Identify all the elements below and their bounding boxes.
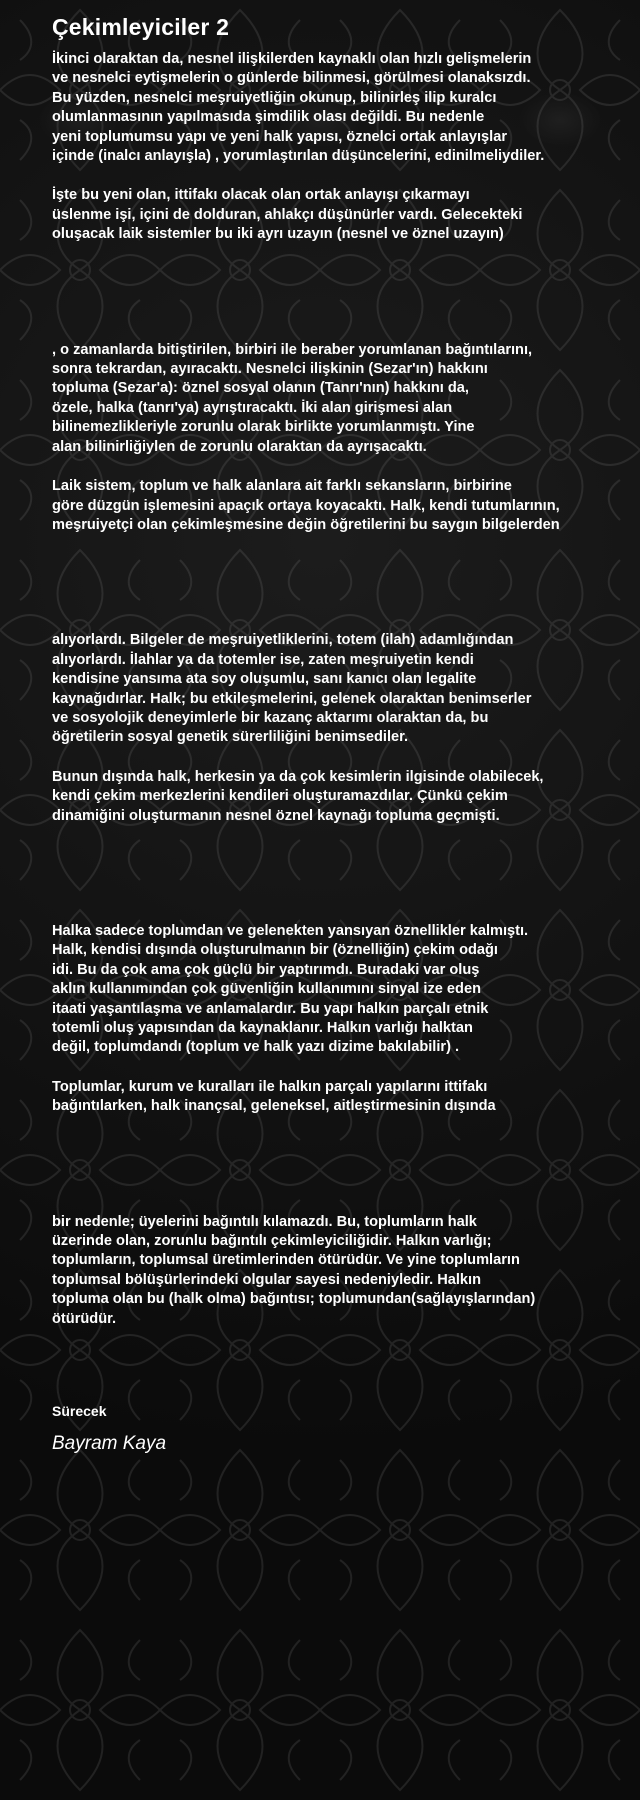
stanza-gap — [52, 826, 622, 922]
poem-line: idi. Bu da çok ama çok güçlü bir yaptırımdı. Buradaki var oluş — [52, 961, 480, 978]
poem-line: toplumların, toplumsal üretimlerinden ötürüdür. Ve yine toplumların — [52, 1252, 520, 1269]
stanza — [52, 186, 622, 244]
poem-line: alan bilinirliğiylen de zorunlu olaraktan da ayrışacaktı. — [52, 438, 427, 455]
continuation-note: Sürecek — [52, 1403, 107, 1420]
poem-line: alıyorlardı. Bilgeler de meşruiyetliklerini, totem (ilah) adamlığından — [52, 632, 514, 649]
stanza — [52, 341, 622, 457]
stanza — [52, 922, 622, 1058]
stanza — [52, 1213, 622, 1329]
poem-line: ötürüdür. — [52, 1310, 117, 1327]
author-name: Bayram Kaya — [52, 1433, 167, 1455]
poem-line: topluma (Sezar'a): öznel sosyal olanın (Tanrı'nın) hakkını da, — [52, 380, 469, 397]
stanza — [52, 477, 622, 535]
stanza-gap — [52, 1058, 622, 1078]
poem-line: Laik sistem, toplum ve halk alanlara ait farklı sekansların, birbirine — [52, 478, 512, 495]
poem-line: Toplumlar, kurum ve kuralları ile halkın parçalı yapılarını ittifakı — [52, 1078, 488, 1095]
poem-line: totemli oluş yapısından da kaynaklanır. Halkın varlığı halktan — [52, 1020, 473, 1036]
poem-line: kendisine yansıma ata soy oluşumlu, sanı kanıcı olan legalite — [52, 671, 477, 688]
stanza-gap — [52, 457, 622, 477]
poem-line: kendi çekim merkezlerini kendileri oluşturamazdılar. Çünkü çekim — [52, 788, 508, 805]
poem-title: Çekimleyiciler 2 — [52, 14, 230, 40]
poem-line: üslenme işi, içini de dolduran, ahlakçı düşünürler vardı. Gelecekteki — [52, 206, 523, 223]
poem-line: alıyorlardı. İlahlar ya da totemler ise, zaten meşruiyetin kendi — [52, 651, 474, 668]
poem-line: özele, halka (tanrı'ya) ayrıştıracaktı. İki alan girişmesi alan — [52, 399, 453, 416]
poem-line: içinde (inalcı anlayışla) , yorumlaştırılan düşüncelerini, edinilmeliydiler. — [52, 148, 545, 165]
stanza-gap — [52, 748, 622, 768]
stanza-gap — [52, 1117, 622, 1213]
poem-line: aklın kullanımından çok güvenliğin kullanımını sinyal ize eden — [52, 981, 481, 998]
poem-line: ve sosyolojik deneyimlerle bir kazanç aktarımı olaraktan da, bu — [52, 709, 489, 726]
poem-line: üzerinde olan, zorunlu bağıntılı çekimleyiciliğidir. Halkın varlığı; — [52, 1233, 492, 1250]
poem-line: itaati yaşantılaşma ve anlamalardır. Bu yapı halkın parçalı etnik — [52, 1000, 489, 1017]
poem-line: Halk, kendisi dışında oluşturulmanın bir (öznelliğin) çekim odağı — [52, 942, 498, 959]
poem-line: sonra tekrardan, ayıracaktı. Nesnelci ilişkinin (Sezar'ın) hakkını — [52, 361, 488, 378]
poem-line: , o zamanlarda bitiştirilen, birbiri ile beraber yorumlanan bağıntılarını, — [52, 341, 533, 358]
poem-line: dinamiğini oluşturmanın nesnel öznel kaynağı topluma geçmişti. — [52, 807, 500, 824]
poem-line: ve nesnelci eytişmelerin o günlerde bilinmesi, görülmesi olanaksızdı. — [52, 70, 531, 87]
poem-container — [52, 12, 622, 1457]
poem-line: bir nedenle; üyelerini bağıntılı kılamazdı. Bu, toplumların halk — [52, 1213, 477, 1230]
poem-line: bilinemezlikleriyle zorunlu olarak birlikte yorumlanmıştı. Yine — [52, 419, 475, 436]
poem-line: yeni toplumumsu yapı ve yeni halk yapısı, öznelci ortak anlayışlar — [52, 128, 508, 145]
poem-line: İkinci olaraktan da, nesnel ilişkilerden kaynaklı olan hızlı gelişmelerin — [52, 51, 532, 67]
poem-line: oluşacak laik sistemler bu iki ayrı uzayın (nesnel ve öznel uzayın) — [52, 226, 504, 243]
poem-line: toplumsal bölüşürlerindeki olgular sayesi nedeniyledir. Halkın — [52, 1271, 482, 1288]
poem-line: öğretilerin sosyal genetik sürerliliğini benimsediler. — [52, 729, 409, 746]
poem-line: Bunun dışında halk, herkesin ya da çok kesimlerin ilgisinde olabilecek, — [52, 768, 544, 785]
stanza — [52, 50, 622, 166]
poem-line: kaynağıdırlar. Halk; bu etkileşmelerini, gelenek olaraktan benimserler — [52, 690, 532, 707]
poem-line: İşte bu yeni olan, ittifakı olacak olan ortak anlayışı çıkarmayı — [52, 187, 470, 204]
poem-line: değil, toplumdandı (toplum ve halk yazı dizime bakılabilir) . — [52, 1039, 460, 1056]
poem-line: Halka sadece toplumdan ve gelenekten yansıyan öznellikler kalmıştı. — [52, 922, 529, 939]
stanza — [52, 631, 622, 747]
stanza-gap — [52, 166, 622, 186]
poem-line: olumlanmasının yapılmasıda şimdilik olası değildi. Bu nedenle — [52, 109, 485, 126]
poem-line: göre düzgün işlemesini apaçık ortaya koyacaktı. Halk, kendi tutumlarının, — [52, 497, 560, 514]
stanza-gap — [52, 245, 622, 341]
stanza — [52, 768, 622, 826]
poem-line: topluma olan bu (halk olma) bağıntısı; toplumundan(sağlayışlarından) — [52, 1291, 536, 1308]
stanza — [52, 1078, 622, 1117]
stanza-gap — [52, 535, 622, 631]
poem-line: Bu yüzden, nesnelci meşruiyetliğin okunup, bilinirleş ilip kuralcı — [52, 89, 497, 106]
poem-line: meşruiyetçi olan çekimleşmesine değin öğretilerini bu saygın bilgelerden — [52, 516, 560, 533]
poem-line: bağıntılarken, halk inançsal, geleneksel, aitleştirmesinin dışında — [52, 1098, 496, 1115]
